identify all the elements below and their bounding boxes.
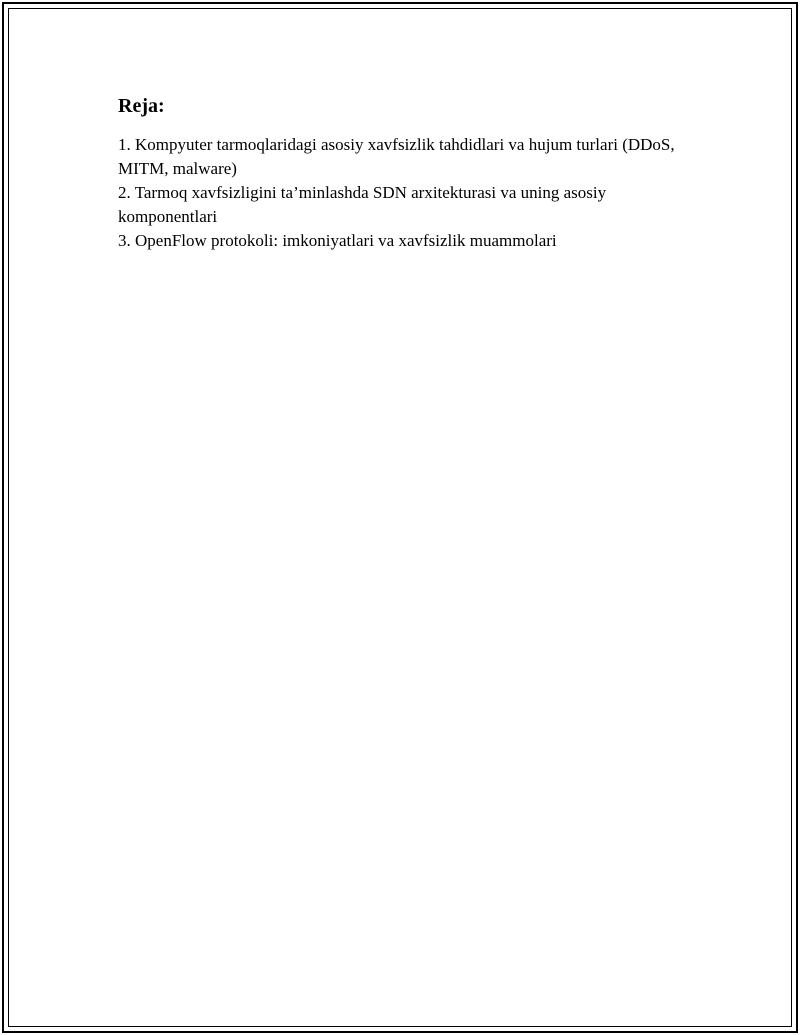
plan-item-3: 3. OpenFlow protokoli: imkoniyatlari va xavfsizlik muammolari — [118, 231, 557, 250]
plan-item-2: 2. Tarmoq xavfsizligini ta’minlashda SDN arxitekturasi va uning asosiy komponentlari — [118, 183, 607, 226]
document-content — [118, 93, 678, 253]
plan-list — [118, 133, 678, 253]
plan-item-1: 1. Kompyuter tarmoqlaridagi asosiy xavfsizlik tahdidlari va hujum turlari (DDoS, MITM, malware) — [118, 135, 675, 178]
plan-heading: Reja: — [118, 95, 165, 117]
